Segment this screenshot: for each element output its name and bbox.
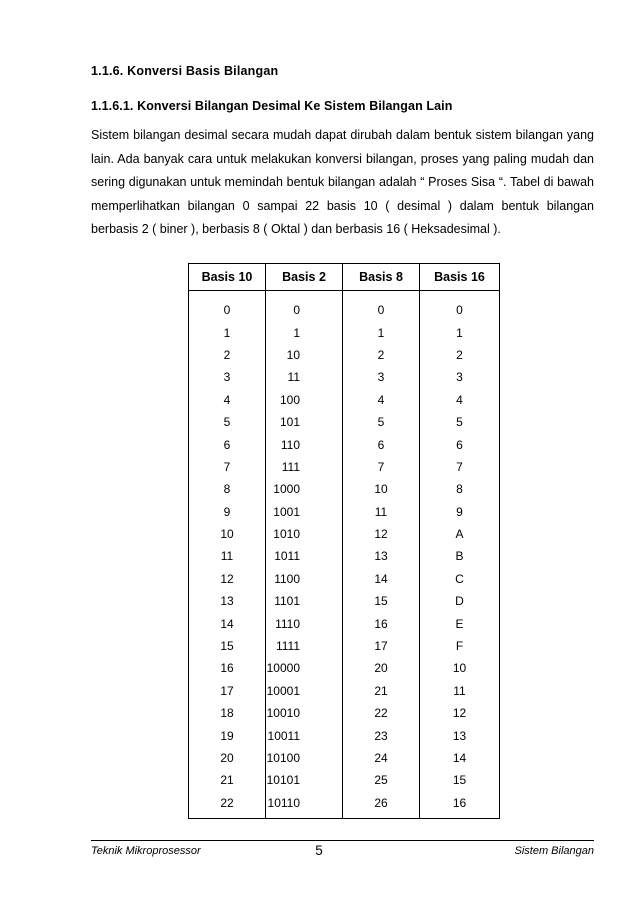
cell-basis-8: 24 — [343, 747, 420, 769]
cell-basis-2: 1011 — [266, 545, 343, 567]
cell-basis-16: 6 — [420, 433, 500, 455]
cell-basis-2: 10011 — [266, 724, 343, 746]
footer-book-title: Teknik Mikroprosessor — [91, 845, 201, 857]
table-row — [189, 411, 500, 433]
cell-basis-10: 16 — [189, 657, 266, 679]
table-row — [189, 433, 500, 455]
cell-basis-2: 101 — [266, 411, 343, 433]
cell-basis-8: 10 — [343, 478, 420, 500]
cell-basis-10: 2 — [189, 344, 266, 366]
cell-basis-2: 1100 — [266, 568, 343, 590]
table-row — [189, 792, 500, 819]
cell-basis-16: A — [420, 523, 500, 545]
cell-basis-10: 14 — [189, 612, 266, 634]
table-row — [189, 321, 500, 343]
cell-basis-2: 10001 — [266, 680, 343, 702]
cell-basis-8: 26 — [343, 792, 420, 819]
table-row — [189, 769, 500, 791]
cell-basis-16: 10 — [420, 657, 500, 679]
table-row — [189, 702, 500, 724]
table-row — [189, 501, 500, 523]
cell-basis-2: 1101 — [266, 590, 343, 612]
cell-basis-10: 3 — [189, 366, 266, 388]
table-row — [189, 680, 500, 702]
table-row — [189, 747, 500, 769]
cell-basis-16: 5 — [420, 411, 500, 433]
cell-basis-10: 8 — [189, 478, 266, 500]
cell-basis-2: 1111 — [266, 635, 343, 657]
cell-basis-10: 6 — [189, 433, 266, 455]
cell-basis-10: 18 — [189, 702, 266, 724]
cell-basis-8: 12 — [343, 523, 420, 545]
section-heading: 1.1.6. Konversi Basis Bilangan — [91, 64, 279, 78]
cell-basis-8: 14 — [343, 568, 420, 590]
cell-basis-10: 15 — [189, 635, 266, 657]
cell-basis-16: 13 — [420, 724, 500, 746]
cell-basis-10: 0 — [189, 291, 266, 322]
cell-basis-10: 5 — [189, 411, 266, 433]
cell-basis-16: 11 — [420, 680, 500, 702]
table-row — [189, 635, 500, 657]
cell-basis-2: 10110 — [266, 792, 343, 819]
cell-basis-2: 1110 — [266, 612, 343, 634]
table-row — [189, 344, 500, 366]
cell-basis-2: 10101 — [266, 769, 343, 791]
cell-basis-8: 23 — [343, 724, 420, 746]
table-row — [189, 456, 500, 478]
footer-chapter-title: Sistem Bilangan — [514, 845, 594, 857]
cell-basis-10: 19 — [189, 724, 266, 746]
table-row — [189, 657, 500, 679]
table-row — [189, 291, 500, 322]
table-header-row — [189, 264, 500, 291]
cell-basis-8: 20 — [343, 657, 420, 679]
conversion-table — [188, 263, 500, 819]
cell-basis-16: 9 — [420, 501, 500, 523]
cell-basis-16: 16 — [420, 792, 500, 819]
cell-basis-8: 2 — [343, 344, 420, 366]
cell-basis-2: 1 — [266, 321, 343, 343]
table-row — [189, 612, 500, 634]
cell-basis-2: 1010 — [266, 523, 343, 545]
cell-basis-8: 7 — [343, 456, 420, 478]
cell-basis-10: 21 — [189, 769, 266, 791]
cell-basis-8: 22 — [343, 702, 420, 724]
cell-basis-10: 1 — [189, 321, 266, 343]
cell-basis-8: 11 — [343, 501, 420, 523]
cell-basis-16: 4 — [420, 389, 500, 411]
table-row — [189, 523, 500, 545]
cell-basis-16: B — [420, 545, 500, 567]
cell-basis-16: 7 — [420, 456, 500, 478]
table-row — [189, 545, 500, 567]
cell-basis-8: 25 — [343, 769, 420, 791]
cell-basis-2: 10100 — [266, 747, 343, 769]
cell-basis-8: 17 — [343, 635, 420, 657]
cell-basis-16: 3 — [420, 366, 500, 388]
cell-basis-8: 13 — [343, 545, 420, 567]
cell-basis-10: 4 — [189, 389, 266, 411]
cell-basis-8: 6 — [343, 433, 420, 455]
cell-basis-10: 20 — [189, 747, 266, 769]
cell-basis-16: 8 — [420, 478, 500, 500]
cell-basis-16: 1 — [420, 321, 500, 343]
table-row — [189, 590, 500, 612]
cell-basis-10: 9 — [189, 501, 266, 523]
cell-basis-2: 1001 — [266, 501, 343, 523]
footer-divider — [91, 840, 594, 841]
cell-basis-16: 0 — [420, 291, 500, 322]
page-number: 5 — [315, 843, 323, 858]
cell-basis-2: 1000 — [266, 478, 343, 500]
table-row — [189, 478, 500, 500]
cell-basis-8: 16 — [343, 612, 420, 634]
header-basis-8: Basis 8 — [343, 264, 420, 291]
cell-basis-16: F — [420, 635, 500, 657]
header-basis-10: Basis 10 — [189, 264, 266, 291]
table-row — [189, 389, 500, 411]
cell-basis-10: 13 — [189, 590, 266, 612]
body-paragraph: Sistem bilangan desimal secara mudah dapat dirubah dalam bentuk sistem bilangan yang lain. Ada banyak cara untuk melakukan konversi bilangan, proses yang paling mudah dan sering digunakan untuk memindah bentuk bilangan adalah “ Proses Sisa “. Tabel di bawah memperlihatkan bilangan 0 sampai 22 basis 10 ( desimal ) dalam bentuk bilangan berbasis 2 ( biner ), berbasis 8 ( Oktal ) dan berbasis 16 ( Heksadesimal ). — [91, 128, 594, 236]
cell-basis-2: 110 — [266, 433, 343, 455]
table-row — [189, 568, 500, 590]
cell-basis-16: 14 — [420, 747, 500, 769]
header-basis-2: Basis 2 — [266, 264, 343, 291]
cell-basis-16: 12 — [420, 702, 500, 724]
table-row — [189, 724, 500, 746]
cell-basis-8: 21 — [343, 680, 420, 702]
cell-basis-10: 10 — [189, 523, 266, 545]
cell-basis-10: 22 — [189, 792, 266, 819]
cell-basis-10: 12 — [189, 568, 266, 590]
cell-basis-10: 11 — [189, 545, 266, 567]
cell-basis-2: 10010 — [266, 702, 343, 724]
cell-basis-8: 3 — [343, 366, 420, 388]
cell-basis-2: 100 — [266, 389, 343, 411]
cell-basis-16: C — [420, 568, 500, 590]
table-row — [189, 366, 500, 388]
cell-basis-8: 15 — [343, 590, 420, 612]
cell-basis-16: D — [420, 590, 500, 612]
cell-basis-16: E — [420, 612, 500, 634]
cell-basis-2: 111 — [266, 456, 343, 478]
cell-basis-10: 7 — [189, 456, 266, 478]
subsection-heading: 1.1.6.1. Konversi Bilangan Desimal Ke Sistem Bilangan Lain — [91, 99, 453, 113]
cell-basis-16: 2 — [420, 344, 500, 366]
cell-basis-2: 10 — [266, 344, 343, 366]
cell-basis-2: 10000 — [266, 657, 343, 679]
cell-basis-8: 4 — [343, 389, 420, 411]
cell-basis-10: 17 — [189, 680, 266, 702]
cell-basis-2: 0 — [266, 291, 343, 322]
cell-basis-16: 15 — [420, 769, 500, 791]
cell-basis-2: 11 — [266, 366, 343, 388]
cell-basis-8: 1 — [343, 321, 420, 343]
cell-basis-8: 0 — [343, 291, 420, 322]
cell-basis-8: 5 — [343, 411, 420, 433]
header-basis-16: Basis 16 — [420, 264, 500, 291]
